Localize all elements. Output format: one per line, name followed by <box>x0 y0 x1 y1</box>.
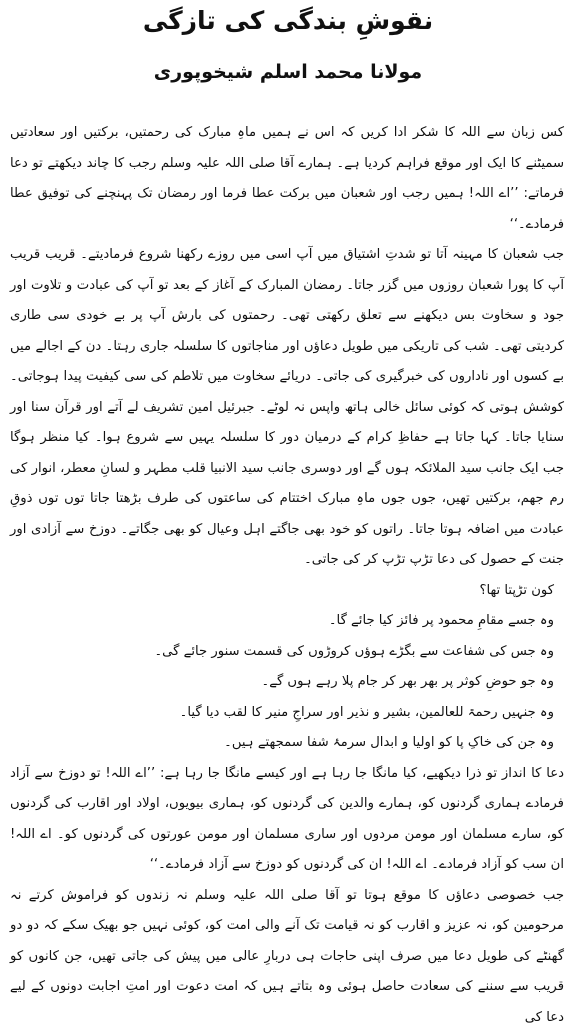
question-item: وہ جو حوضِ کوثر پر بھر بھر کر جام پلا رہے ہوں گے۔ <box>10 667 564 698</box>
question-heading: کون تڑپتا تھا؟ <box>10 576 564 607</box>
question-item: وہ جسے مقامِ محمود پر فائز کیا جائے گا۔ <box>10 606 564 637</box>
question-item: وہ جنہیں رحمۃ للعالمین، بشیر و نذیر اور سراجِ منیر کا لقب دیا گیا۔ <box>10 698 564 729</box>
article-body <box>10 118 564 1033</box>
question-list <box>10 606 564 759</box>
body-paragraph-1: کس زبان سے اللہ کا شکر ادا کریں کہ اس نے ہمیں ماہِ مبارک کی رحمتیں، برکتیں اور سعادتیں سمیٹنے کا ایک اور موقع فراہم کردیا ہے۔ ہمارے آقا صلی اللہ علیہ وسلم رجب کا چاند دیکھتے تو دعا فرماتے: ’’اے اللہ! ہمیں رجب اور شعبان میں برکت عطا فرما اور رمضان تک پہنچنے کی توفیق عطا فرمادے۔‘‘ <box>10 118 564 240</box>
closing-paragraph-1: دعا کا انداز تو ذرا دیکھیے، کیا مانگا جا رہا ہے اور کیسے مانگا جا رہا ہے: ’’اے اللہ! تو دوزخ سے آزاد فرمادے ہماری گردنوں کو، ہمارے والدین کی گردنوں کو، ہماری بیویوں، اولاد اور اقارب کی گردنوں کو، سارے مسلمان اور مومن مردوں اور ساری مسلمان اور مومن عورتوں کی گردنوں کو۔ اے اللہ! ان سب کو آزاد فرمادے۔ اے اللہ! ان کی گردنوں کو دوزخ سے آزاد فرمادے۔‘‘ <box>10 759 564 881</box>
question-item: وہ جس کی شفاعت سے بگڑے ہوؤں کروڑوں کی قسمت سنور جائے گی۔ <box>10 637 564 668</box>
article-author: مولانا محمد اسلم شیخوپوری <box>0 58 576 86</box>
question-item: وہ جن کی خاکِ پا کو اولیا و ابدال سرمۂ شفا سمجھتے ہیں۔ <box>10 728 564 759</box>
body-paragraph-2: جب شعبان کا مہینہ آتا تو شدتِ اشتیاق میں آپ اسی میں روزے رکھنا شروع فرمادیتے۔ قریب قریب آپ کا پورا شعبان روزوں میں گزر جاتا۔ رمضان المبارک کے آغاز کے بعد تو آپ کی عبادت و تلاوت اور جود و سخاوت بس دیکھنے سے تعلق رکھتی تھی۔ رحمتوں کی بارش آپ پر بے خودی سی طاری کردیتی تھی۔ شب کی تاریکی میں طویل دعاؤں اور مناجاتوں کا سلسلہ جاری رہتا۔ دن کے اجالے میں بے کسوں اور ناداروں کی خبرگیری کی جاتی۔ دریائے سخاوت میں تلاطم کی سی کیفیت پیدا ہوجاتی۔ کوشش ہوتی کہ کوئی سائل خالی ہاتھ واپس نہ لوٹے۔ جبرئیل امین تشریف لے آتے اور قرآن سنا اور سنایا جاتا۔ کہا جاتا ہے حفاظِ کرام کے درمیان دور کا سلسلہ یہیں سے شروع ہوا۔ کیا منظر ہوگا جب ایک جانب سید الملائکہ ہوں گے اور دوسری جانب سید الانبیا قلب مطہر و لسانِ معطر، انوار کی رم جھم، برکتیں تھیں، جوں جوں ماہِ مبارک اختتام کی ساعتوں کی طرف بڑھتا جاتا توں توں ذوقِ عبادت میں اضافہ ہوتا جاتا۔ راتوں کو خود بھی جاگتے اہل وعیال کو بھی جگاتے۔ دوزخ سے آزادی اور جنت کے حصول کی دعا تڑپ تڑپ کر کی جاتی۔ <box>10 240 564 576</box>
article-title: نقوشِ بندگی کی تازگی <box>0 4 576 38</box>
closing-paragraph-2: جب خصوصی دعاؤں کا موقع ہوتا تو آقا صلی اللہ علیہ وسلم نہ زندوں کو فراموش کرتے نہ مرحومین کو، نہ عزیز و اقارب کو نہ قیامت تک آنے والی امت کو، کوئی نہیں جو بھیک سکے کہ دو دو گھنٹے کی طویل دعا میں صرف اپنی حاجات ہی دربارِ عالی میں پیش کی جاتی تھیں، جن کانوں کو قریب سے سننے کی سعادت حاصل ہوئی وہ بتاتے ہیں کہ امت دعوت اور امتِ اجابت دونوں کے لیے دعا کی <box>10 881 564 1033</box>
